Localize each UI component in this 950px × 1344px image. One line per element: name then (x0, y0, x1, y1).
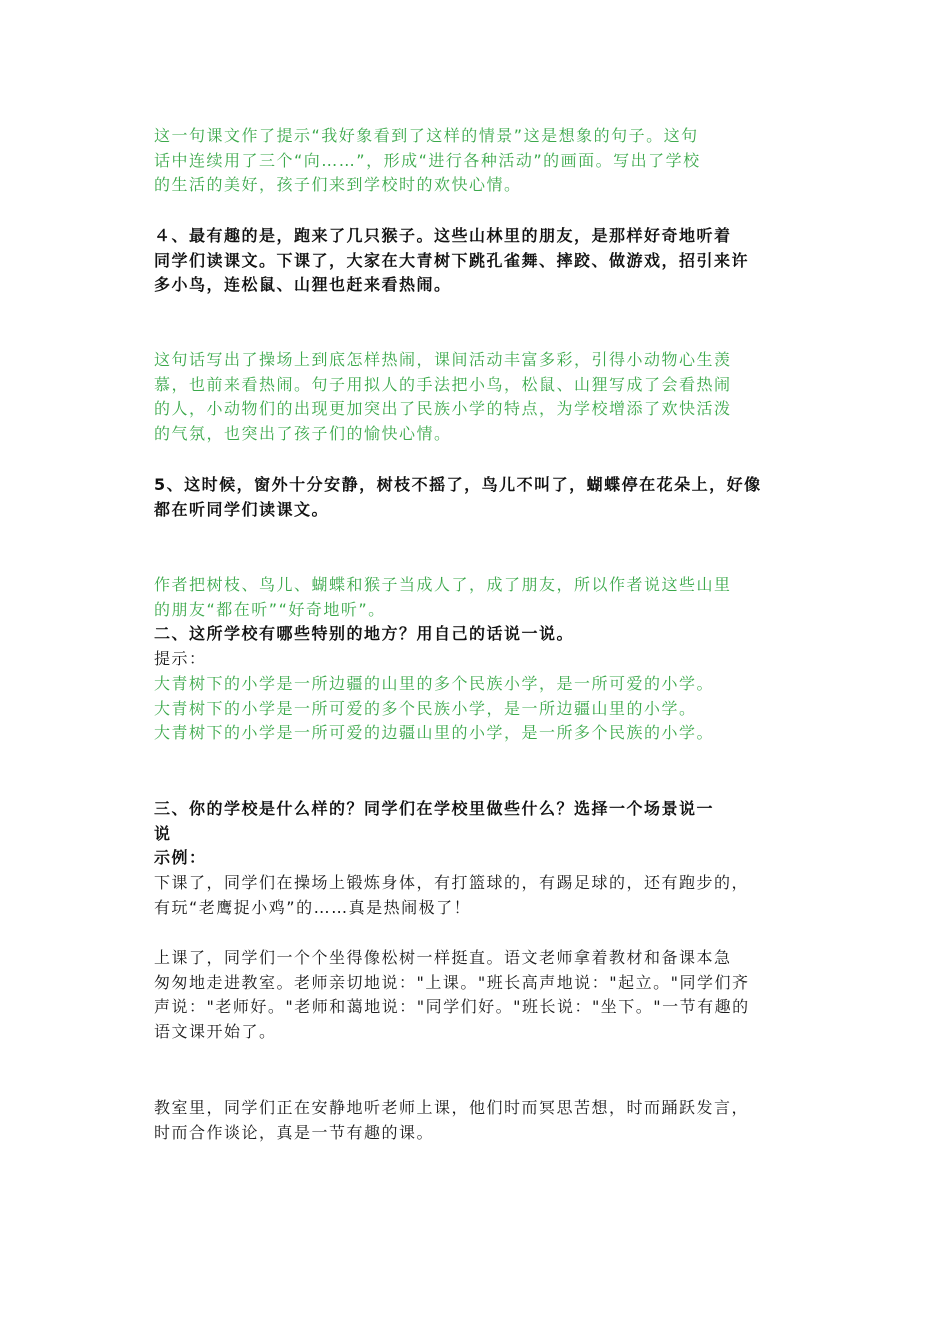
text-line: 都在听同学们读课文。 (154, 499, 330, 519)
question-item-4 (154, 224, 804, 298)
text-line: 语文课开始了。 (154, 1021, 277, 1041)
text-line: 同学们读课文。下课了，大家在大青树下跳孔雀舞、摔跤、做游戏，招引来许 (154, 250, 750, 270)
text-line: 二、这所学校有哪些特别的地方？用自己的话说一说。 (154, 624, 575, 643)
example-paragraph-3 (154, 1096, 804, 1145)
text-line: 声说："老师好。"老师和蔼地说："同学们好。"班长说："坐下。"一节有趣的 (154, 997, 750, 1016)
text-line: 下课了，同学们在操场上锻炼身体，有打篮球的，有踢足球的，还有跑步的， (154, 873, 750, 892)
text-line: 匆匆地走进教室。老师亲切地说："上课。"班长高声地说："起立。"同学们齐 (154, 972, 750, 992)
text-line: ４、最有趣的是，跑来了几只猴子。这些山林里的朋友，是那样好奇地听着 (154, 226, 732, 245)
text-line: 的生活的美好，孩子们来到学校时的欢快心情。 (154, 175, 522, 194)
hint-list (154, 672, 804, 746)
example-label (154, 846, 804, 871)
text-line: 的人，小动物们的出现更加突出了民族小学的特点，为学校增添了欢快活泼 (154, 399, 732, 418)
example-paragraph-2 (154, 946, 804, 1044)
text-line: 5、这时候，窗外十分安静，树枝不摇了，鸟儿不叫了，蝴蝶停在花朵上，好像 (154, 475, 762, 494)
text-line: 教室里，同学们正在安静地听老师上课，他们时而冥思苦想，时而踊跃发言， (154, 1098, 750, 1117)
example-paragraph-1 (154, 871, 804, 920)
answer-paragraph-2 (154, 348, 804, 446)
hint-line: 大青树下的小学是一所可爱的边疆山里的小学，是一所多个民族的小学。 (154, 723, 715, 742)
text-line: 示例： (154, 848, 207, 867)
text-line: 慕，也前来看热闹。句子用拟人的手法把小鸟，松鼠、山狸写成了会看热闹 (154, 374, 732, 394)
hint-line: 大青树下的小学是一所可爱的多个民族小学，是一所边疆山里的小学。 (154, 698, 697, 718)
question-item-5 (154, 473, 804, 522)
hint-line: 大青树下的小学是一所边疆的山里的多个民族小学，是一所可爱的小学。 (154, 674, 715, 693)
text-line: 的朋友“都在听”“好奇地听”。 (154, 599, 386, 619)
text-line: 这一句课文作了提示“我好象看到了这样的情景”这是想象的句子。这句 (154, 126, 699, 145)
text-line: 的气氛，也突出了孩子们的愉快心情。 (154, 423, 452, 443)
answer-paragraph-3 (154, 573, 804, 622)
text-line: 上课了，同学们一个个坐得像松树一样挺直。语文老师拿着教材和备课本急 (154, 948, 732, 967)
answer-paragraph-1 (154, 124, 804, 198)
text-line: 说 (154, 823, 172, 843)
question-3 (154, 797, 804, 846)
text-line: 作者把树枝、鸟儿、蝴蝶和猴子当成人了，成了朋友，所以作者说这些山里 (154, 575, 732, 594)
hint-label (154, 647, 804, 672)
text-line: 话中连续用了三个“向……”，形成“进行各种活动”的画面。写出了学校 (154, 150, 701, 170)
text-line: 三、你的学校是什么样的？同学们在学校里做些什么？选择一个场景说一 (154, 799, 715, 818)
question-2 (154, 622, 804, 647)
text-line: 时而合作谈论，真是一节有趣的课。 (154, 1122, 435, 1142)
text-line: 有玩“老鹰捉小鸡”的……真是热闹极了！ (154, 897, 472, 917)
text-line: 提示： (154, 649, 207, 668)
text-line: 多小鸟，连松鼠、山狸也赶来看热闹。 (154, 275, 452, 294)
text-line: 这句话写出了操场上到底怎样热闹，课间活动丰富多彩，引得小动物心生羡 (154, 350, 732, 369)
